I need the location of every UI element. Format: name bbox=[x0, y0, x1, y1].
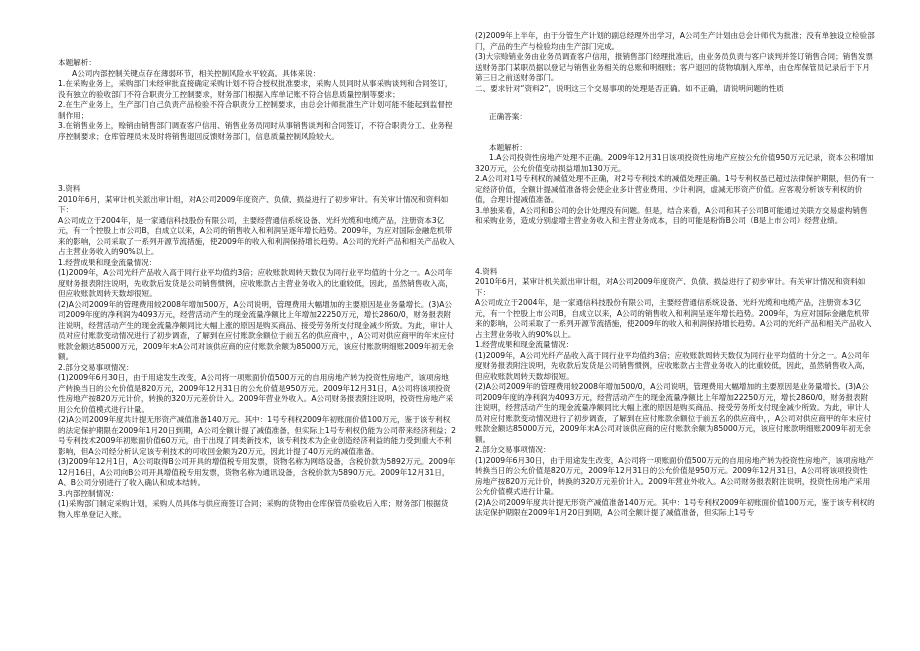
paragraph: 1.经营成果和现金流量情况： bbox=[58, 257, 157, 267]
left-column bbox=[58, 0, 456, 520]
answer-label: 正确答案： bbox=[489, 112, 527, 121]
paragraph: (2)2009年上半年，由于分管生产计划的副总经理外出学习，A公司生产计划由总会计师代为批准；没有单独设立检验部门，产品的生产与检验均由生产部门完成。 bbox=[475, 31, 875, 51]
paragraph: 1.在采购业务上，采购部门未经审批直接确定采购计划不符合授权批准要求，采购人员同时从事采购谈判和合同签订，没有独立的验收部门不符合职责分工控制要求，财务部门根据入库单记账不符合信息质量控制等要求； bbox=[58, 79, 453, 99]
paragraph: 2.A公司对1号专利权的减值处理不正确，对2号专利技术的减值处理正确。1号专利权虽已超过法律保护期限，但仍有一定经济价值，全额计提减值准备将会使企业多计营业费用、少计利润，虚减无形资产价值。应客观分析该专利权的价值，合理计提减值准备。 bbox=[475, 174, 875, 204]
analysis-heading: 本题解析： bbox=[489, 142, 527, 152]
continued-section bbox=[475, 31, 875, 94]
analysis-heading: 本题解析： bbox=[58, 58, 96, 67]
requirement-text: 二、要求针对“资料2”，说明这三个交易事项的处理是否正确。如不正确，请说明问题的性质 bbox=[475, 83, 784, 93]
paragraph: (2)A公司2009年的管理费用较2008年增加500/0，A公司说明，管理费用大幅增加的主要原因是业务量增长。(3)A公司2009年度的净利润为4093万元，经营活动产生的现金流量净额比上年增加22250万元，增长2860/0，财务报表附注说明，经营活动产生的现金流量净额同比大幅上涨的原因是购买商品、接受劳务所支付现金减少所致。为此，审计人员对应付账款变动情况进行了初步调查，了解到在应付账款余额位于前五名的供应商中，，A公司对供应商甲的年末应付账款金额达85000万元，2009年末A公司对该供应商的应付账款余额为85000万元，该应付账款明细账2009年初无余额。 bbox=[475, 382, 872, 444]
paragraph: 2.部分交易事项情况： bbox=[475, 445, 551, 454]
analysis2-section bbox=[475, 143, 875, 227]
paragraph: 1.A公司投资性房地产处理不正确。2009年12月31日该项投资性房地产应按公允价值950万元记录，资本公积增加320万元，公允价值变动损益增加130万元。 bbox=[475, 153, 874, 173]
paragraph: (3)2009年12月1日，A公司取得B公司开具的增值税专用发票，货物名称为网络设备，含税价款为5892万元。2009年12月16日，A公司向B公司开具增值税专用发票，货物名称为通讯设备，含税价款为5890万元。2009年12月31日，A、B公司分别进行了收入确认和成本结转。 bbox=[58, 457, 456, 487]
paragraph: (1)2009年6月30日，由于用途发生改变，A公司将一项账面价值500万元的自用房地产转为投资性房地产，该项房地产转换当日的公允价值是820万元，2009年12月31日的公允价值是950万元。2009年12月31日，A公司将该项投资性房地产按820万元计价，转换的320万元差价计入。2009年营业外收入。A公司财务报表附注说明，投资性房地产采用公允价值模式进行计量。 bbox=[58, 373, 454, 414]
paragraph: (2)A公司2009年度共计提无形资产减值准备140万元。其中：1号专利权2009年初账面价值100万元，鉴于该专利权的法定保护期限在2009年1月20日到期，A公司全额计提了减值准备，但实际上1号专利权仍能为公司带来经济利益；2号专利技术2009年初账面价值60万元，由于出现了同类新技术，该专利技术为企业创造经济利益的能力受到重大不利影响，但A公司经分析认定该专利技术的可收回金额为20万元，因此计提了40万元的减值准备。 bbox=[58, 415, 456, 456]
paragraph: (1)2009年6月30日，由于用途发生改变，A公司将一项账面价值500万元的自用房地产转为投资性房地产，该项房地产转换当日的公允价值是820万元，2009年12月31日的公允价值是950万元。2009年12月31日，A公司将该项投资性房地产按820万元计价，转换的320万元差价计入。2009年营业外收入。A公司财务报表附注说明，投资性房地产采用公允价值模式进行计量。 bbox=[475, 455, 874, 496]
paragraph: 2.在生产业务上，生产部门自己负责产品检验不符合职责分工控制要求，由总会计师批准生产计划可能不能起到监督控制作用； bbox=[58, 100, 453, 120]
paragraph: 2010年6月，某审计机关派出审计组，对A公司2009年度资产、负债、损益进行了初步审计。有关审计情况和资料如下： bbox=[58, 194, 449, 214]
paragraph: 3.内部控制情况： bbox=[58, 488, 119, 498]
right-column bbox=[475, 0, 875, 519]
section-heading: 3.资料 bbox=[58, 184, 81, 193]
analysis-section bbox=[58, 58, 456, 142]
paragraph: 1.经营成果和现金流量情况： bbox=[475, 340, 574, 349]
paragraph: (2)A公司2009年的管理费用较2008年增加500万，A公司说明，管理费用大幅增加的主要原因是业务量增长。(3)A公司2009年度的净利润为4093万元，经营活动产生的现金流量净额比上年增加22250万元，增长2860/0，财务报表附注说明，经营活动产生的现金流量净额同比大幅上涨的原因是购买商品、接受劳务所支付现金减少所致。为此，审计人员对应付账款变动情况进行了初步调查，了解到在应付账款余额位于前五名的供应商中，，A公司对供应商甲的年末应付账款金额达85000万元，2009年末A公司对该供应商的应付账款余额为85000万元，该应付账款明细账2009年初无余额。 bbox=[58, 299, 455, 361]
paragraph: A公司内部控制关键点存在薄弱环节，相关控制风险水平较高。具体来说： bbox=[72, 68, 321, 78]
section-heading: 4.资料 bbox=[475, 266, 498, 276]
paragraph: (1)2009年，A公司光纤产品收入高于同行业平均值约3倍；应收账款周转天数仅为同行业平均值的十分之一。A公司年度财务报表附注说明，先收款后发货是公司销售惯例，应收账款占主营业务收入的比重较低，因此，虽然销售收入高，但应收账款周转天数却很短。 bbox=[58, 268, 453, 298]
paragraph: A公司成立于2004年，是一家通信科技股份有限公司，主要经营通信系统设备、光纤光缆和电缆产品，注册资本3亿元，有一个控股上市公司B，自成立以来，A公司的销售收入和利润呈逐年增长趋势。2009年，为应对国际金融危机带来的影响，公司采取了一系列开源节流措施，使2009年的收入和利润保持增长趋势。A公司的光纤产品和相关产品收入占主营业务收入的90%以上。 bbox=[475, 298, 872, 339]
paragraph: 3.在销售业务上，赊销由销售部门调查客户信用、销售业务员同时从事销售谈判和合同签订，不符合职责分工、业务程序控制要求；仓库管理员未及时将销售退回反馈财务部门，信息质量控制风险较大。 bbox=[58, 121, 453, 141]
paragraph: (2)A公司2009年度共计提无形资产减值准备140万元。其中：1号专利权2009年初账面价值100万元，鉴于该专利权的法定保护期限在2009年1月20日到期，A公司全额计提了减值准备，但实际上1号专 bbox=[475, 497, 875, 517]
paragraph: (1)2009年，A公司光纤产品收入高于同行业平均值约3倍；应收账款周转天数仅为同行业平均值的十分之一。A公司年度财务报表附注说明，先收款后发货是公司销售惯例，应收账款占主营业务收入的比重较低，因此，虽然销售收入高，但应收账款周转天数却很短。 bbox=[475, 350, 870, 381]
paragraph: A公司成立于2004年，是一家通信科技股份有限公司，主要经营通信系统设备、光纤光缆和电缆产品，注册资本3亿元，有一个控股上市公司B，自成立以来，A公司的销售收入和利润呈逐年增长趋势。2009年，为应对国际金融危机带来的影响，公司采取了一系列开源节流措施，使2009年的收入和利润保持增长趋势。A公司的光纤产品和相关产品收入占主营业务收入的90%以上。 bbox=[58, 215, 455, 256]
material2-section bbox=[475, 267, 875, 519]
material-section bbox=[58, 184, 456, 520]
paragraph: 2010年6月，某审计机关派出审计组，对A公司2009年度资产、负债、损益进行了初步审计。有关审计情况和资料如下： bbox=[475, 277, 866, 297]
paragraph: (3)大宗赊销业务由业务员调查客户信用，报销售部门经理批准后，由业务员负责与客户谈判并签订销售合同；销售发票送财务部门某职员据以登记与销售业务相关的总账和明细账；客户退回的货物填制入库单，由仓库保管员记录后于下月第三日之前送财务部门。 bbox=[475, 52, 874, 82]
paragraph: 3.单独来看，A公司和B公司的会计处理没有问题。但是，结合来看，A公司和其子公司B可能通过关联方交易虚构销售和采购业务，造成分别虚增主营业务收入和主营业务成本，目的可能是粉饰B公司（B是上市公司）经营业绩。 bbox=[475, 205, 868, 225]
paragraph: 2.部分交易事项情况： bbox=[58, 362, 134, 372]
paragraph: (1)采购部门制定采购计划，采购人员具体与供应商签订合同；采购的货物由仓库保管员验收后入库；财务部门根据货物入库单登记入账。 bbox=[58, 499, 449, 519]
